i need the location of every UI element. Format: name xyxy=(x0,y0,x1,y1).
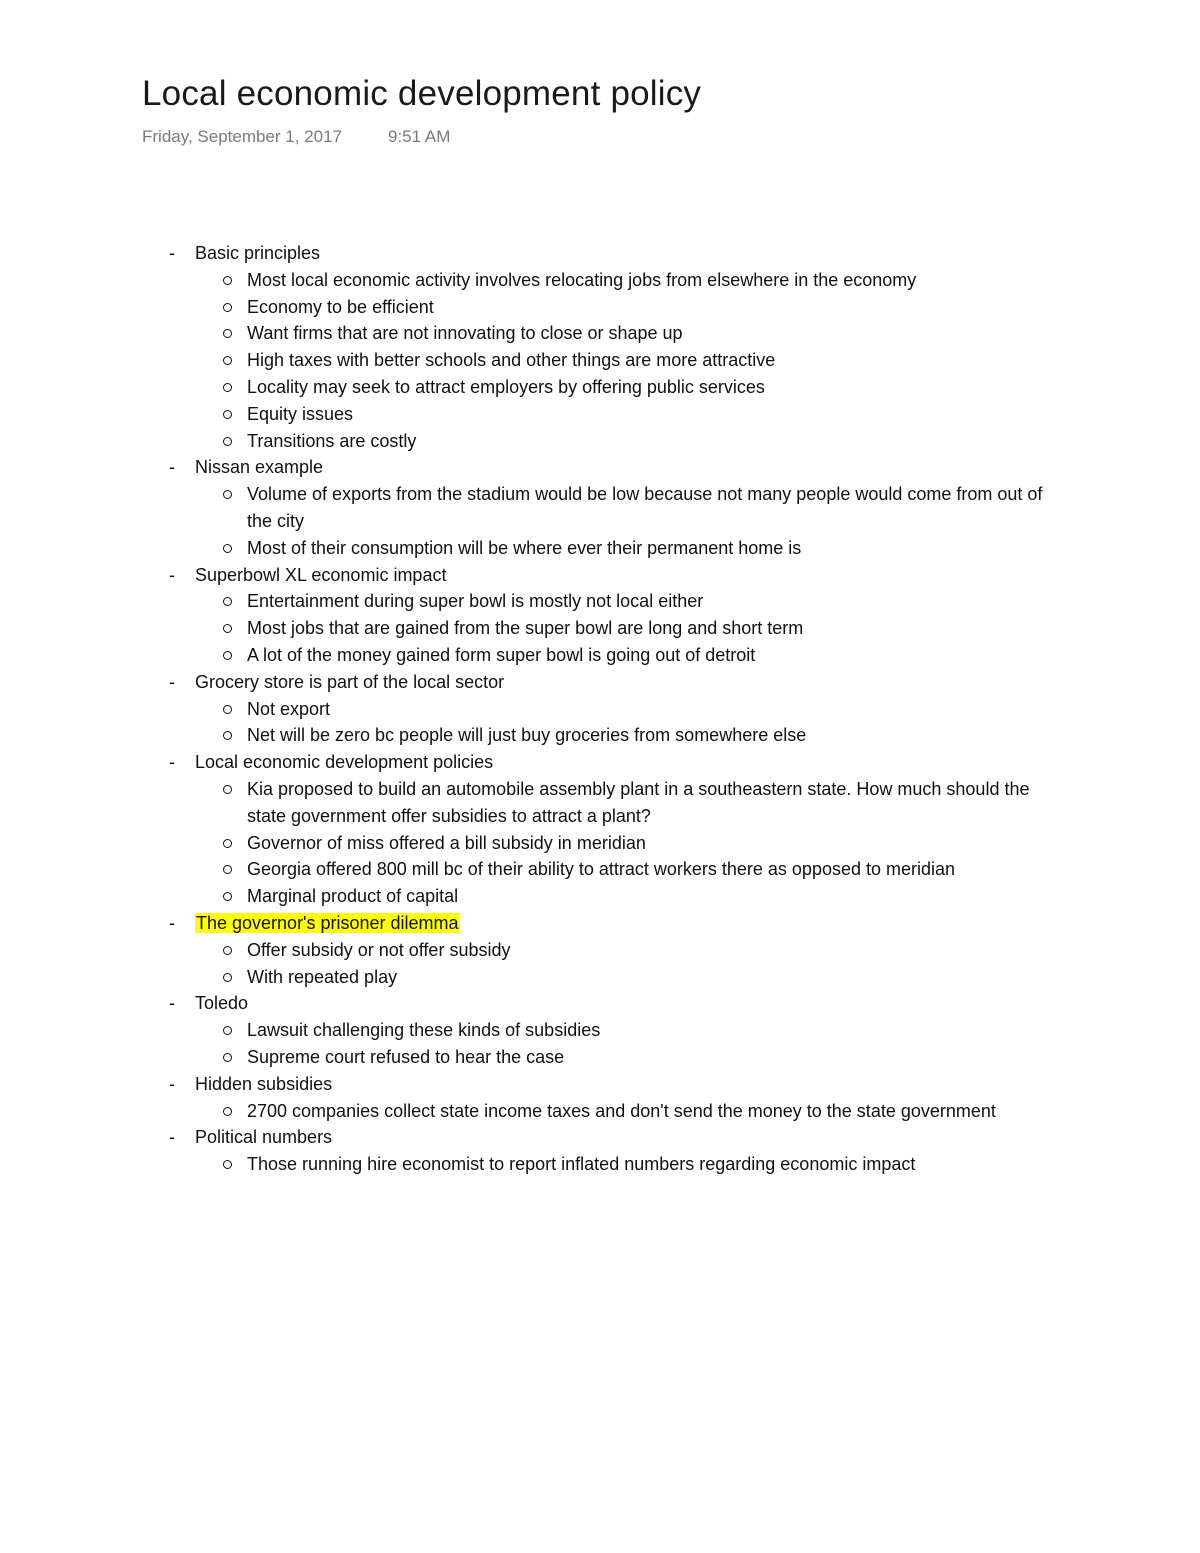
outline-sub-item xyxy=(195,1151,1067,1178)
sub-item-text: Lawsuit challenging these kinds of subsidies xyxy=(247,1020,601,1041)
sub-item-text: Most local economic activity involves relocating jobs from elsewhere in the economy xyxy=(247,269,917,290)
sub-item-text: Not export xyxy=(247,698,331,719)
topic-label: Grocery store is part of the local sector xyxy=(195,671,505,692)
hollow-circle-bullet-icon xyxy=(223,1053,232,1062)
outline-sub-item xyxy=(195,374,1067,401)
topic-label: Local economic development policies xyxy=(195,752,494,773)
hollow-circle-bullet-icon xyxy=(223,1107,232,1116)
outline-topic xyxy=(169,1071,1069,1125)
outline-sub-item xyxy=(195,642,1067,669)
hollow-circle-bullet-icon xyxy=(223,410,232,419)
sub-item-text: Supreme court refused to hear the case xyxy=(247,1046,565,1067)
dash-icon: - xyxy=(169,243,175,263)
hollow-circle-bullet-icon xyxy=(223,946,232,955)
outline-sub-item xyxy=(195,481,1067,535)
sub-item-text: With repeated play xyxy=(247,966,398,987)
outline-topic xyxy=(169,240,1069,454)
outline-sub-item xyxy=(195,776,1067,830)
outline-topic xyxy=(169,454,1069,561)
topic-label: Nissan example xyxy=(195,457,324,478)
sub-list xyxy=(195,937,1069,991)
sub-item-text: Most jobs that are gained from the super bowl are long and short term xyxy=(247,618,804,639)
hollow-circle-bullet-icon xyxy=(223,973,232,982)
page-date: Friday, September 1, 2017 xyxy=(142,127,343,146)
outline-topic xyxy=(169,1124,1069,1178)
sub-list xyxy=(195,1017,1069,1071)
sub-item-text: Georgia offered 800 mill bc of their ability to attract workers there as opposed to meridian xyxy=(247,859,956,880)
hollow-circle-bullet-icon xyxy=(223,892,232,901)
hollow-circle-bullet-icon xyxy=(223,544,232,553)
outline-sub-item xyxy=(195,401,1067,428)
outline-sub-item xyxy=(195,722,1067,749)
outline-sub-item xyxy=(195,883,1067,910)
hollow-circle-bullet-icon xyxy=(223,839,232,848)
sub-item-text: Transitions are costly xyxy=(247,430,417,451)
outline-sub-item xyxy=(195,428,1067,455)
hollow-circle-bullet-icon xyxy=(223,437,232,446)
hollow-circle-bullet-icon xyxy=(223,624,232,633)
sub-list xyxy=(195,776,1069,910)
dash-icon: - xyxy=(169,1073,175,1094)
outline-sub-item xyxy=(195,1098,1067,1125)
outline-sub-item xyxy=(195,830,1067,857)
topic-label: Superbowl XL economic impact xyxy=(195,564,447,585)
sub-list xyxy=(195,1098,1069,1125)
topic-label: Hidden subsidies xyxy=(195,1073,333,1094)
sub-list xyxy=(195,1151,1069,1178)
outline-sub-item xyxy=(195,588,1067,615)
topic-label: Toledo xyxy=(195,993,249,1014)
sub-item-text: Those running hire economist to report inflated numbers regarding economic impact xyxy=(247,1154,916,1175)
sub-list xyxy=(195,696,1069,750)
hollow-circle-bullet-icon xyxy=(223,1160,232,1169)
sub-item-text: Governor of miss offered a bill subsidy in meridian xyxy=(247,832,646,853)
outline-sub-item xyxy=(195,535,1067,562)
sub-item-text: Entertainment during super bowl is mostly not local either xyxy=(247,591,704,612)
sub-item-text: Volume of exports from the stadium would be low because not many people would come from out of the city xyxy=(247,484,1043,531)
dash-icon: - xyxy=(169,752,175,773)
hollow-circle-bullet-icon xyxy=(223,1026,232,1035)
sub-item-text: Offer subsidy or not offer subsidy xyxy=(247,939,511,960)
dash-icon: - xyxy=(169,671,175,692)
hollow-circle-bullet-icon xyxy=(223,303,232,312)
hollow-circle-bullet-icon xyxy=(223,785,232,794)
notes-outline xyxy=(169,240,1069,1178)
outline-sub-item xyxy=(195,1017,1067,1044)
sub-item-text: Net will be zero bc people will just buy groceries from somewhere else xyxy=(247,725,807,746)
dash-icon: - xyxy=(169,564,175,585)
topic-label: Political numbers xyxy=(195,1127,333,1148)
dash-icon: - xyxy=(169,1127,175,1148)
outline-sub-item xyxy=(195,320,1067,347)
hollow-circle-bullet-icon xyxy=(223,597,232,606)
outline-topic xyxy=(169,669,1069,749)
hollow-circle-bullet-icon xyxy=(223,383,232,392)
outline-topic xyxy=(169,749,1069,910)
sub-list xyxy=(195,588,1069,668)
hollow-circle-bullet-icon xyxy=(223,329,232,338)
sub-item-text: A lot of the money gained form super bowl is going out of detroit xyxy=(247,644,756,665)
outline-sub-item xyxy=(195,696,1067,723)
hollow-circle-bullet-icon xyxy=(223,705,232,714)
sub-item-text: Economy to be efficient xyxy=(247,296,434,317)
sub-list xyxy=(195,481,1069,561)
outline-topic xyxy=(169,562,1069,669)
page-title: Local economic development policy xyxy=(142,74,702,113)
outline-sub-item xyxy=(195,1044,1067,1071)
hollow-circle-bullet-icon xyxy=(223,651,232,660)
sub-item-text: Equity issues xyxy=(247,403,354,424)
outline-sub-item xyxy=(195,267,1067,294)
sub-item-text: Locality may seek to attract employers by offering public services xyxy=(247,376,765,397)
sub-item-text: High taxes with better schools and other things are more attractive xyxy=(247,350,776,371)
hollow-circle-bullet-icon xyxy=(223,731,232,740)
sub-item-text: Most of their consumption will be where ever their permanent home is xyxy=(247,537,802,558)
outline-sub-item xyxy=(195,615,1067,642)
dash-icon: - xyxy=(169,457,175,478)
page-time: 9:51 AM xyxy=(388,127,451,146)
highlighted-topic-label: The governor's prisoner dilemma xyxy=(196,912,459,933)
outline-sub-item xyxy=(195,347,1067,374)
hollow-circle-bullet-icon xyxy=(223,356,232,365)
hollow-circle-bullet-icon xyxy=(223,865,232,874)
hollow-circle-bullet-icon xyxy=(223,276,232,285)
sub-list xyxy=(195,267,1069,455)
hollow-circle-bullet-icon xyxy=(223,490,232,499)
outline-sub-item xyxy=(195,964,1067,991)
sub-item-text: Want firms that are not innovating to close or shape up xyxy=(247,323,683,344)
outline-topic xyxy=(169,990,1069,1070)
sub-item-text: Marginal product of capital xyxy=(247,886,459,907)
dash-icon: - xyxy=(169,993,175,1014)
dash-icon: - xyxy=(169,912,175,933)
sub-item-text: Kia proposed to build an automobile assembly plant in a southeastern state. How much should the state government offer subsidies to attract a plant? xyxy=(247,778,1030,826)
outline-sub-item xyxy=(195,294,1067,321)
outline-topic xyxy=(169,910,1069,990)
page-timestamp xyxy=(142,127,450,147)
outline-sub-item xyxy=(195,856,1067,883)
sub-item-text: 2700 companies collect state income taxes and don't send the money to the state government xyxy=(247,1100,996,1121)
topic-label: Basic principles xyxy=(195,243,321,263)
outline-sub-item xyxy=(195,937,1067,964)
